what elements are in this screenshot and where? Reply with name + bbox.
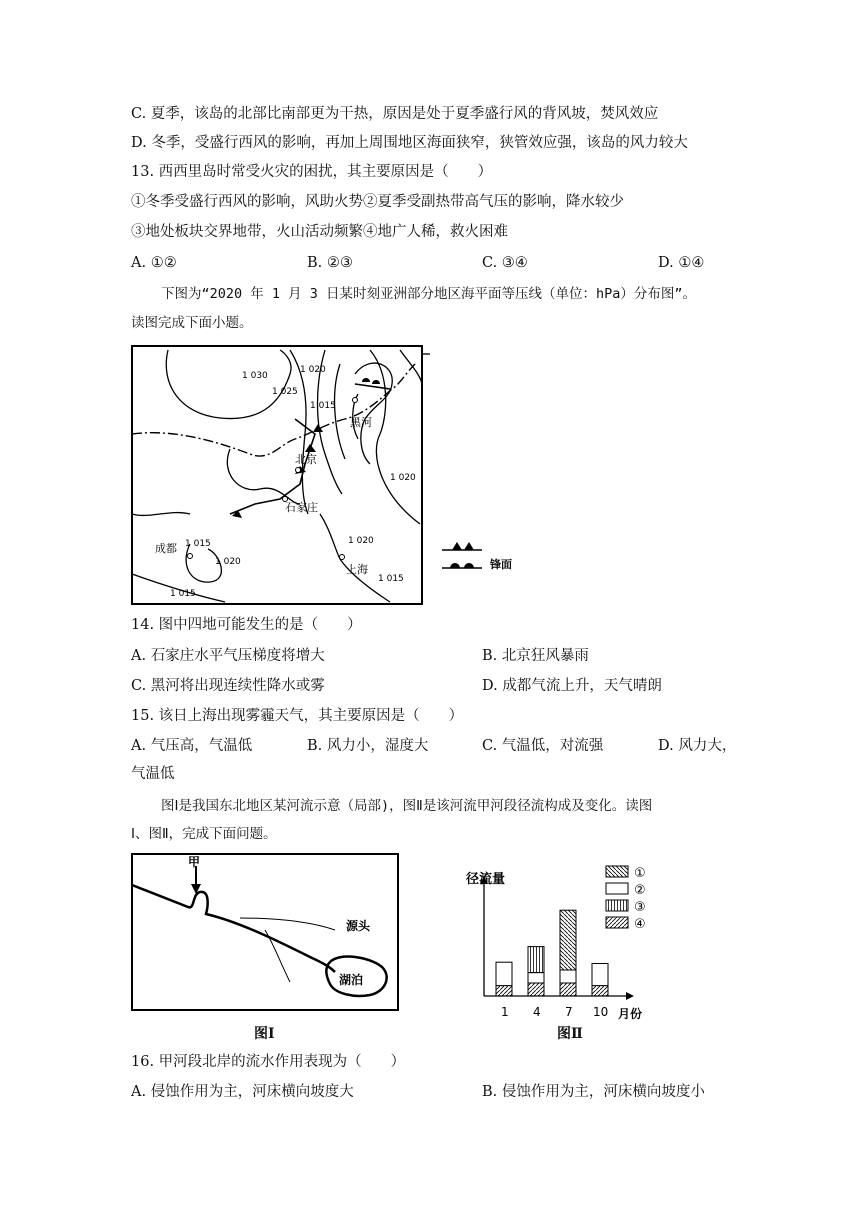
map-intro: 下图为“2020 年 1 月 3 日某时刻亚洲部分地区海平面等压线（单位：hPa）分布图”。 <box>161 286 697 302</box>
isobar-label: 1 015 <box>185 539 211 549</box>
question-16: 16. 甲河段北岸的流水作用表现为（ ） <box>131 1054 406 1070</box>
x-axis-label: 月份 <box>618 1007 643 1021</box>
question-13: 13. 西西里岛时常受火灾的困扰，其主要原因是（ ） <box>131 164 493 180</box>
city-chengdu: 成都 <box>155 542 177 555</box>
isobar-label: 1 015 <box>170 589 196 599</box>
label-source: 源头 <box>346 919 371 933</box>
q15-option-a[interactable]: A. 气压高，气温低 <box>131 738 253 754</box>
legend-swatch <box>606 917 628 928</box>
city-heihe: 黑河 <box>350 416 372 429</box>
bar-segment <box>560 983 576 996</box>
bar-segment <box>528 973 544 983</box>
city-shanghai: 上海 <box>346 563 368 576</box>
legend-swatch <box>606 883 628 894</box>
q16-option-a[interactable]: A. 侵蚀作用为主，河床横向坡度大 <box>131 1084 354 1100</box>
q13-statement-1: ①冬季受盛行西风的影响，风助火势②夏季受副热带高气压的影响，降水较少 <box>131 194 624 210</box>
bar-segment <box>560 970 576 983</box>
isobar-label: 1 025 <box>272 387 298 397</box>
q14-option-d[interactable]: D. 成都气流上升，天气晴朗 <box>482 678 662 694</box>
bar-segment <box>592 986 608 996</box>
runoff-chart <box>460 858 660 1024</box>
bar-segment <box>528 983 544 996</box>
q13-option-c[interactable]: C. ③④ <box>482 255 528 271</box>
q15-option-d[interactable]: D. 风力大， <box>658 738 737 754</box>
figure-1-caption: 图Ⅰ <box>254 1026 275 1042</box>
q14-option-b[interactable]: B. 北京狂风暴雨 <box>482 648 589 664</box>
q13-statement-2: ③地处板块交界地带，火山活动频繁④地广人稀，救火困难 <box>131 224 508 240</box>
legend-swatch <box>606 900 628 911</box>
river-intro: 图Ⅰ是我国东北地区某河流示意（局部)，图Ⅱ是该河流甲河段径流构成及变化。读图 <box>161 798 653 814</box>
x-tick-label: 10 <box>593 1005 609 1019</box>
legend-label: 锋面 <box>490 558 512 571</box>
river-figure <box>130 852 402 1014</box>
isobar-label: 1 020 <box>300 365 326 375</box>
isobar-label: 1 020 <box>215 557 241 567</box>
isobar-label: 1 020 <box>390 473 416 483</box>
river-intro-2: Ⅰ、图Ⅱ，完成下面问题。 <box>131 826 277 842</box>
legend-label: ③ <box>634 900 646 915</box>
q13-option-d[interactable]: D. ①④ <box>658 255 705 271</box>
legend-label: ② <box>634 883 646 898</box>
q14-option-a[interactable]: A. 石家庄水平气压梯度将增大 <box>131 648 325 664</box>
city-beijing: 北京 <box>295 453 317 466</box>
city-shijiazhuang: 石家庄 <box>285 501 318 514</box>
map-intro-2: 读图完成下面小题。 <box>131 315 253 331</box>
x-tick-label: 1 <box>501 1005 509 1019</box>
legend-label: ④ <box>634 917 646 932</box>
label-lake: 湖泊 <box>339 973 364 987</box>
option-c-line: C. 夏季，该岛的北部比南部更为干热，原因是处于夏季盛行风的背风坡，焚风效应 <box>131 106 659 122</box>
isobar-label: 1 020 <box>348 536 374 546</box>
q13-option-b[interactable]: B. ②③ <box>307 255 353 271</box>
bar-segment <box>528 947 544 973</box>
isobar-label: 1 015 <box>310 401 336 411</box>
bar-segment <box>496 962 512 985</box>
legend-swatch <box>606 866 628 877</box>
bar-segment <box>496 986 512 996</box>
x-tick-label: 4 <box>533 1005 541 1019</box>
label-jia: 甲 <box>188 855 201 869</box>
q13-option-a[interactable]: A. ①② <box>131 255 177 271</box>
q14-option-c[interactable]: C. 黑河将出现连续性降水或雾 <box>131 678 325 694</box>
q15-option-b[interactable]: B. 风力小，湿度大 <box>307 738 429 754</box>
front-legend <box>442 542 512 571</box>
isobar-label: 1 030 <box>242 371 268 381</box>
q15-option-d-wrap: 气温低 <box>131 766 175 782</box>
q15-option-c[interactable]: C. 气温低，对流强 <box>482 738 604 754</box>
y-axis-label: 径流量 <box>466 872 506 887</box>
bar-segment <box>592 964 608 986</box>
q16-option-b[interactable]: B. 侵蚀作用为主，河床横向坡度小 <box>482 1084 705 1100</box>
bar-segment <box>560 910 576 970</box>
x-tick-label: 7 <box>565 1005 573 1019</box>
option-d-line: D. 冬季，受盛行西风的影响，再加上周围地区海面狭窄，狭管效应强，该岛的风力较大 <box>131 135 688 151</box>
question-14: 14. 图中四地可能发生的是（ ） <box>131 617 362 633</box>
isobar-map <box>130 344 530 606</box>
figure-2-caption: 图Ⅱ <box>557 1026 583 1042</box>
legend-label: ① <box>634 866 646 881</box>
question-15: 15. 该日上海出现雾霾天气，其主要原因是（ ） <box>131 708 464 724</box>
isobar-label: 1 015 <box>378 574 404 584</box>
